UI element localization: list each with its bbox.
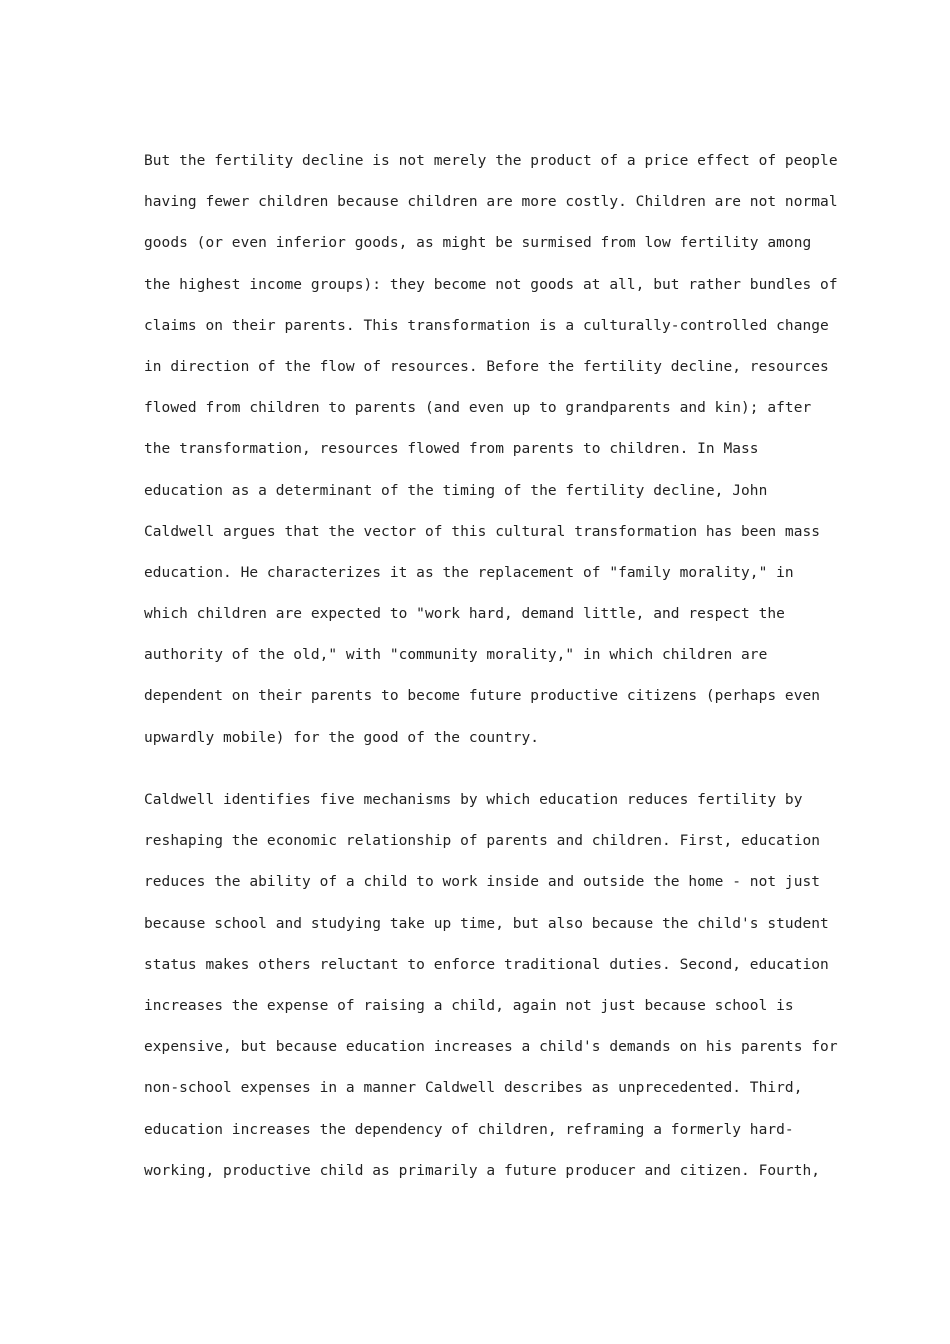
text-line: reduces the ability of a child to work inside and outside the home - not just [144, 874, 821, 891]
text-line: because school and studying take up time, but also because the child's student [144, 915, 829, 932]
text-line: in direction of the flow of resources. Before the fertility decline, resources [144, 358, 829, 375]
text-line: education increases the dependency of children, reframing a formerly hard- [144, 1121, 794, 1138]
text-line: expensive, but because education increases a child's demands on his parents for [144, 1039, 838, 1056]
text-line: claims on their parents. This transformation is a culturally-controlled change [144, 317, 829, 334]
text-line: education as a determinant of the timing of the fertility decline, John [144, 482, 768, 499]
text-line: flowed from children to parents (and even up to grandparents and kin); after [144, 400, 812, 417]
text-line: education. He characterizes it as the replacement of "family morality," in [144, 564, 794, 581]
text-line: Caldwell identifies five mechanisms by which education reduces fertility by [144, 792, 803, 808]
text-line: goods (or even inferior goods, as might be surmised from low fertility among [144, 235, 812, 252]
text-line: the highest income groups): they become not goods at all, but rather bundles of [144, 276, 838, 293]
text-line: Caldwell argues that the vector of this cultural transformation has been mass [144, 523, 821, 540]
text-line: non-school expenses in a manner Caldwell describes as unprecedented. Third, [144, 1080, 803, 1097]
paragraph-1 [144, 141, 838, 759]
text-line: reshaping the economic relationship of parents and children. First, education [144, 833, 821, 850]
text-line: having fewer children because children are more costly. Children are not normal [144, 194, 838, 211]
paragraph-2 [144, 780, 838, 1192]
text-line: upwardly mobile) for the good of the country. [144, 729, 540, 746]
text-line: status makes others reluctant to enforce traditional duties. Second, education [144, 956, 829, 973]
text-line: the transformation, resources flowed from parents to children. In Mass [144, 441, 759, 458]
text-line: dependent on their parents to become future productive citizens (perhaps even [144, 688, 821, 705]
text-line: authority of the old," with "community morality," in which children are [144, 647, 768, 664]
text-line: But the fertility decline is not merely the product of a price effect of people [144, 153, 838, 169]
text-line: increases the expense of raising a child, again not just because school is [144, 997, 794, 1014]
text-line: which children are expected to "work hard, demand little, and respect the [144, 606, 785, 623]
text-line: working, productive child as primarily a future producer and citizen. Fourth, [144, 1162, 821, 1179]
